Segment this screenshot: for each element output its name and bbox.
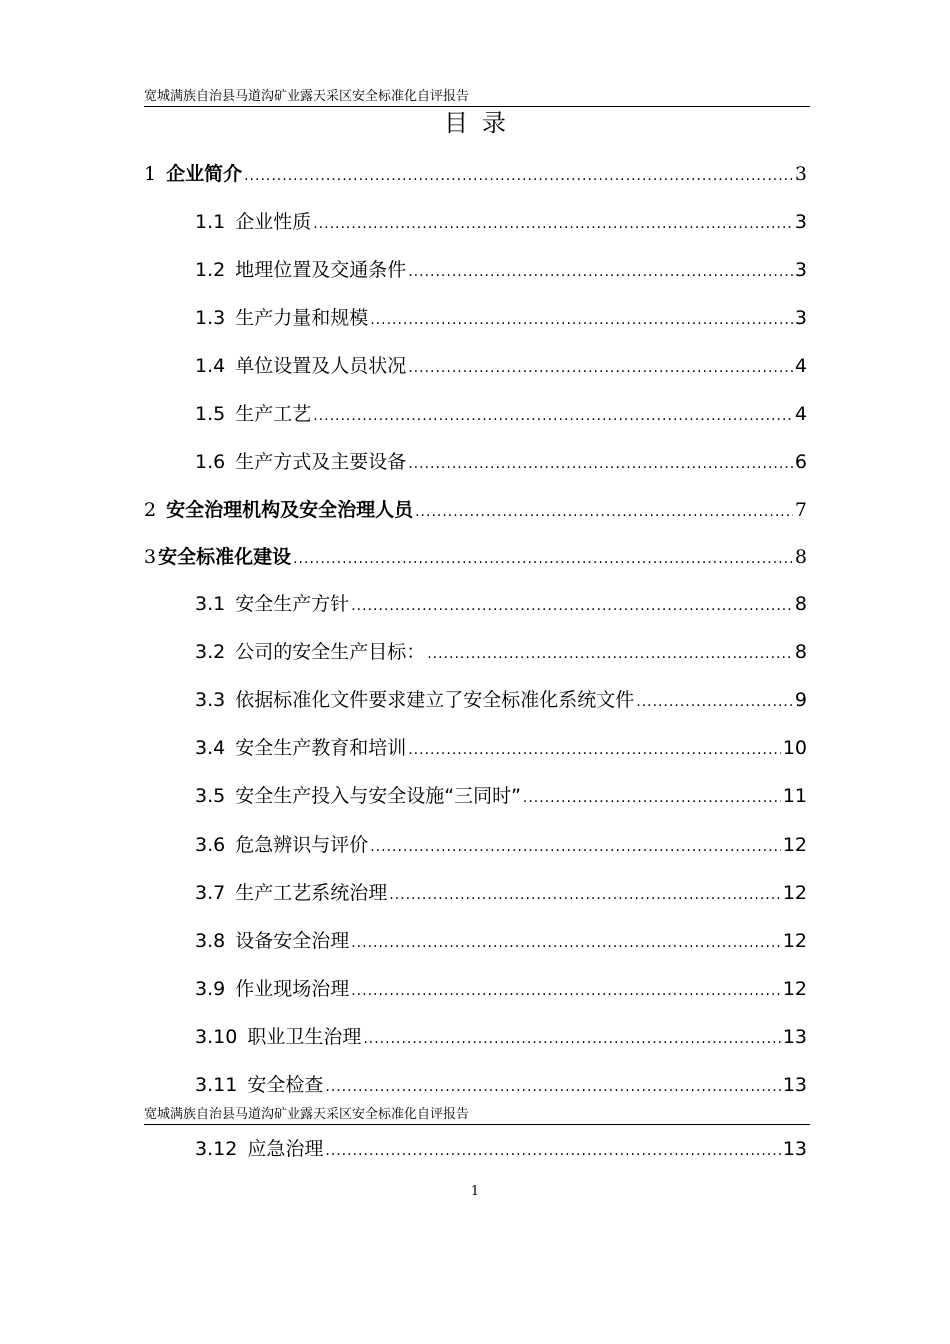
toc-entry-title: 危急辨识与评价 bbox=[235, 834, 369, 856]
toc-entry-1-1[interactable] bbox=[195, 206, 807, 234]
toc-title: 目录 bbox=[444, 109, 520, 137]
dot-leader bbox=[363, 1029, 780, 1049]
toc-entry-page: 13 bbox=[782, 1026, 807, 1048]
toc-entry-title: 依据标准化文件要求建立了安全标准化系统文件 bbox=[235, 689, 635, 711]
dot-leader bbox=[313, 406, 793, 426]
toc-entry-page: 3 bbox=[794, 163, 807, 185]
toc-entry-page: 3 bbox=[794, 259, 807, 281]
dot-leader bbox=[351, 596, 793, 616]
toc-entry-3-1[interactable] bbox=[195, 588, 807, 616]
dot-leader bbox=[313, 214, 793, 234]
toc-entry-page: 8 bbox=[794, 593, 807, 615]
toc-entry-page: 12 bbox=[782, 882, 807, 904]
toc-entry-title: 单位设置及人员状况 bbox=[235, 355, 407, 377]
toc-entry-number: 3.12 bbox=[195, 1138, 238, 1160]
toc-entry-number: 1.6 bbox=[195, 451, 226, 473]
toc-entry-2[interactable] bbox=[144, 494, 807, 522]
toc-entry-3-9[interactable] bbox=[195, 973, 807, 1001]
toc-entry-number: 1.4 bbox=[195, 355, 226, 377]
dot-leader bbox=[415, 502, 793, 522]
toc-entry-page: 9 bbox=[794, 689, 807, 711]
toc-entry-page: 13 bbox=[782, 1138, 807, 1160]
toc-entry-title: 安全检查 bbox=[247, 1074, 324, 1096]
toc-entry-page: 3 bbox=[794, 307, 807, 329]
toc-entry-page: 12 bbox=[782, 930, 807, 952]
toc-entry-3[interactable] bbox=[144, 541, 807, 569]
toc-entry-page: 7 bbox=[794, 499, 807, 521]
toc-entry-title: 企业简介 bbox=[166, 163, 243, 185]
dot-leader bbox=[325, 1077, 780, 1097]
toc-entry-page: 12 bbox=[782, 834, 807, 856]
running-header: 宽城满族自治县马道沟矿业露天采区安全标准化自评报告 bbox=[144, 89, 810, 107]
toc-entry-3-10[interactable] bbox=[195, 1021, 807, 1049]
toc-entry-number: 3.7 bbox=[195, 882, 226, 904]
toc-entry-3-3[interactable] bbox=[195, 684, 807, 712]
dot-leader bbox=[523, 788, 781, 808]
toc-entry-3-7[interactable] bbox=[195, 877, 807, 905]
toc-entry-page: 6 bbox=[794, 451, 807, 473]
dot-leader bbox=[293, 549, 793, 569]
toc-entry-page: 3 bbox=[794, 211, 807, 233]
toc-entry-1-5[interactable] bbox=[195, 398, 807, 426]
toc-entry-title: 公司的安全生产目标： bbox=[235, 641, 426, 663]
toc-entry-1[interactable] bbox=[144, 158, 807, 186]
toc-entry-number: 3.1 bbox=[195, 593, 226, 615]
dot-leader bbox=[370, 837, 781, 857]
toc-entry-number: 1.5 bbox=[195, 403, 226, 425]
toc-entry-page: 11 bbox=[782, 785, 807, 807]
dot-leader bbox=[408, 358, 793, 378]
running-header: 宽城满族自治县马道沟矿业露天采区安全标准化自评报告 bbox=[144, 1107, 810, 1125]
toc-entry-3-4[interactable] bbox=[195, 732, 807, 760]
dot-leader bbox=[244, 166, 793, 186]
dot-leader bbox=[351, 933, 781, 953]
toc-entry-number: 3.8 bbox=[195, 930, 226, 952]
toc-entry-number: 3.11 bbox=[195, 1074, 238, 1096]
toc-entry-number: 1.1 bbox=[195, 211, 226, 233]
toc-entry-number: 2 bbox=[144, 499, 157, 521]
dot-leader bbox=[370, 310, 793, 330]
toc-entry-1-2[interactable] bbox=[195, 254, 807, 282]
toc-entry-page: 8 bbox=[794, 641, 807, 663]
toc-entry-title: 安全生产教育和培训 bbox=[235, 737, 407, 759]
toc-entry-page: 4 bbox=[794, 403, 807, 425]
toc-entry-title: 地理位置及交通条件 bbox=[235, 259, 407, 281]
toc-entry-title: 生产力量和规模 bbox=[235, 307, 369, 329]
toc-entry-title: 作业现场治理 bbox=[235, 978, 350, 1000]
toc-entry-3-11[interactable] bbox=[195, 1069, 807, 1097]
toc-entry-number: 1 bbox=[144, 163, 157, 185]
toc-entry-3-8[interactable] bbox=[195, 925, 807, 953]
toc-entry-number: 3.6 bbox=[195, 834, 226, 856]
toc-entry-1-6[interactable] bbox=[195, 446, 807, 474]
toc-entry-page: 8 bbox=[794, 546, 807, 568]
dot-leader bbox=[351, 981, 781, 1001]
toc-entry-number: 3.10 bbox=[195, 1026, 238, 1048]
dot-leader bbox=[408, 454, 793, 474]
toc-entry-number: 3.2 bbox=[195, 641, 226, 663]
toc-entry-number: 1.2 bbox=[195, 259, 226, 281]
dot-leader bbox=[408, 740, 781, 760]
dot-leader bbox=[325, 1141, 780, 1161]
toc-entry-1-3[interactable] bbox=[195, 302, 807, 330]
toc-entry-page: 4 bbox=[794, 355, 807, 377]
toc-entry-title: 安全治理机构及安全治理人员 bbox=[166, 499, 414, 521]
dot-leader bbox=[389, 885, 781, 905]
toc-entry-number: 3 bbox=[144, 546, 157, 568]
toc-entry-title: 生产工艺系统治理 bbox=[235, 882, 388, 904]
toc-entry-title: 安全生产投入与安全设施“三同时” bbox=[235, 785, 521, 807]
toc-entry-page: 10 bbox=[782, 737, 807, 759]
toc-entry-title: 职业卫生治理 bbox=[247, 1026, 362, 1048]
toc-entry-3-5[interactable] bbox=[195, 780, 807, 808]
toc-entry-number: 3.9 bbox=[195, 978, 226, 1000]
toc-entry-3-12[interactable] bbox=[195, 1133, 807, 1161]
toc-entry-title: 生产方式及主要设备 bbox=[235, 451, 407, 473]
toc-entry-title: 安全生产方针 bbox=[235, 593, 350, 615]
toc-entry-3-2[interactable] bbox=[195, 636, 807, 664]
toc-entry-title: 生产工艺 bbox=[235, 403, 312, 425]
toc-entry-3-6[interactable] bbox=[195, 829, 807, 857]
page-number: 1 bbox=[470, 1184, 480, 1199]
toc-entry-number: 3.4 bbox=[195, 737, 226, 759]
toc-entry-title: 企业性质 bbox=[235, 211, 312, 233]
toc-entry-number: 1.3 bbox=[195, 307, 226, 329]
toc-entry-page: 13 bbox=[782, 1074, 807, 1096]
toc-entry-number: 3.5 bbox=[195, 785, 226, 807]
toc-entry-title: 设备安全治理 bbox=[235, 930, 350, 952]
dot-leader bbox=[636, 692, 793, 712]
toc-entry-number: 3.3 bbox=[195, 689, 226, 711]
dot-leader bbox=[408, 262, 793, 282]
dot-leader bbox=[427, 644, 793, 664]
toc-entry-title: 应急治理 bbox=[247, 1138, 324, 1160]
toc-entry-page: 12 bbox=[782, 978, 807, 1000]
toc-entry-title: 安全标准化建设 bbox=[158, 546, 292, 568]
toc-entry-1-4[interactable] bbox=[195, 350, 807, 378]
